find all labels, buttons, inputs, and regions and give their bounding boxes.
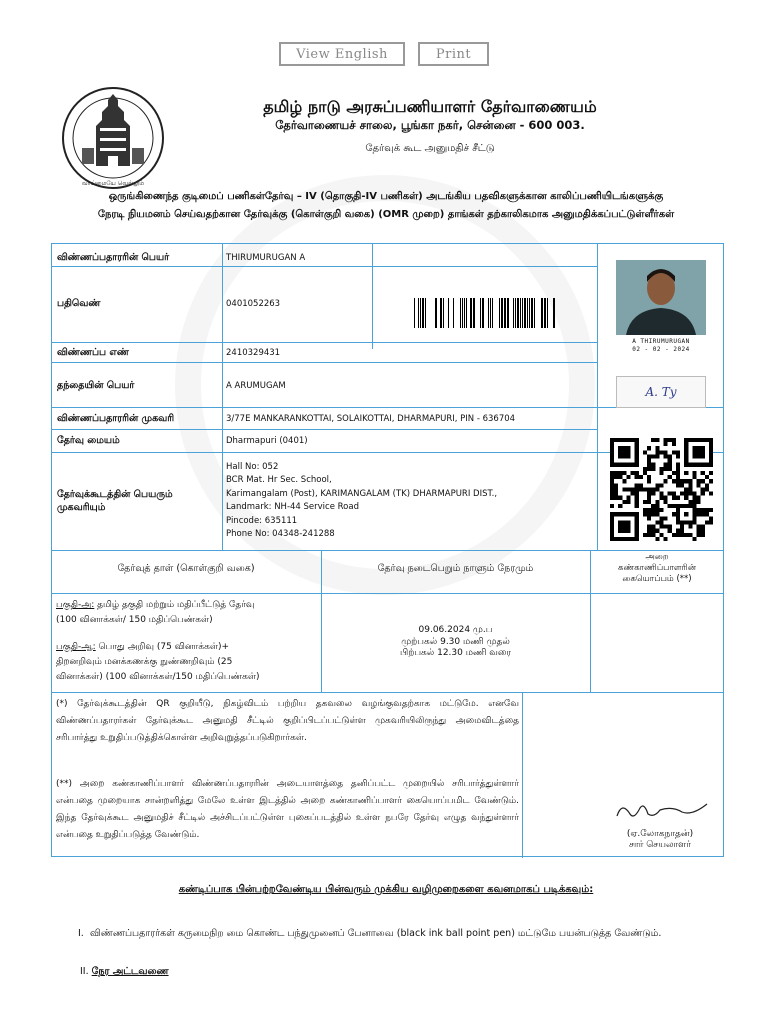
part-b-text: பகுதி-ஆ: பொது அறிவு (75 வினாக்கள்)+ திறனறிவும் மனக்கணக்கு நுண்ணறிவும் (25 வினாக்கள்) (100 வினாக்கள்/150 மதிப்பெண்கள்) bbox=[56, 642, 260, 682]
print-button[interactable]: Print bbox=[418, 42, 489, 66]
regno-value: 0401052263 bbox=[226, 299, 281, 309]
instruction-item-1: I. விண்ணப்பதாரர்கள் கருமைநிற மை கொண்ட பந்துமுனைப் பேனாவை (black ink ball point pen) மட்டுமே பயன்படுத்த வேண்டும். bbox=[78, 928, 662, 939]
top-buttons bbox=[0, 42, 768, 68]
exam-datetime: 09.06.2024 மு.ப முற்பகல் 9.30 மணி முதல் பிற்பகல் 12.30 மணி வரை bbox=[399, 625, 511, 658]
doc-title: தேர்வுக் கூட அனுமதிச் சீட்டு bbox=[365, 143, 495, 154]
view-english-button[interactable]: View English bbox=[279, 42, 405, 66]
col-datetime-header: தேர்வு நடைபெறும் நாளும் நேரமும் bbox=[377, 563, 534, 574]
col-paper-header: தேர்வுத் தாள் (கொள்குறி வகை) bbox=[117, 563, 255, 574]
center-value: Dharmapuri (0401) bbox=[226, 436, 308, 446]
address-label: விண்ணப்பதாரரின் முகவரி bbox=[57, 413, 175, 424]
col-invigilator-header: அறை கண்காணிப்பாளரின் கையொப்பம் (**) bbox=[618, 552, 696, 584]
intro-text bbox=[52, 188, 720, 224]
venue-label: தேர்வுக்கூடத்தின் பெயரும் முகவரியும் bbox=[57, 489, 173, 513]
instructions-heading: கண்டிப்பாக பின்பற்றவேண்டிய பின்வரும் முக்கிய வழிமுறைகளை கவனமாகப் படிக்கவும்: bbox=[178, 884, 594, 895]
appno-value: 2410329431 bbox=[226, 348, 281, 358]
photo-caption: A THIRUMURUGAN 02 - 02 - 2024 bbox=[632, 338, 690, 353]
qr-code-icon bbox=[609, 438, 714, 541]
tamilnadu-emblem-icon bbox=[56, 86, 170, 194]
venue-value: Hall No: 052 BCR Mat. Hr Sec. School, Karimangalam (Post), KARIMANGALAM (TK) DHARMAPURI DIST., Landmark: NH-44 Service Road Pincode: 635111 Phone No: 04348-241288 bbox=[226, 462, 498, 540]
part-a-text: பகுதி-அ: தமிழ் தகுதி மற்றும் மதிப்பீட்டுத் தேர்வு (100 வினாக்கள்/ 150 மதிப்பெண்கள்) bbox=[56, 600, 255, 625]
regno-label: பதிவெண் bbox=[57, 298, 101, 309]
name-label: விண்ணப்பதாரரின் பெயர் bbox=[57, 252, 170, 263]
note-invigilator: (**) அறை கண்காணிப்பாளர் விண்ணப்பதாரரின் அடையாளத்தை தனிப்பட்ட முறையில் சரிபார்த்துள்ளார் என்பதை முறையாக சான்றளித்து மேலே உள்ள இடத்தில் அறை கண்காணிப்பாளர் கையொப்பமிட வேண்டும். இந்த தேர்வுக்கூட அனுமதிச் சீட்டில் அச்சிடப்பட்டுள்ள புகைப்படத்தில் உள்ள நபரே தேர்வு எழுத வந்துள்ளார் என்பதை உறுதிப்படுத்த வேண்டும். bbox=[56, 779, 519, 840]
org-address: தேர்வாணையச் சாலை, பூங்கா நகர், சென்னை - 600 003. bbox=[275, 118, 585, 132]
org-name: தமிழ் நாடு அரசுப்பணியாளர் தேர்வாணையம் bbox=[263, 97, 597, 116]
officer-name: (ஏ.லோகநாதன்) சார் செயலாளர் bbox=[626, 829, 694, 850]
instruction-item-2: II. நேர அட்டவணை bbox=[80, 966, 169, 977]
center-label: தேர்வு மையம் bbox=[57, 435, 120, 446]
father-label: தந்தையின் பெயர் bbox=[57, 380, 135, 391]
candidate-photo bbox=[616, 260, 706, 335]
emblem-motto: வாய்மையே வெல்லும் bbox=[81, 180, 145, 187]
father-value: A ARUMUGAM bbox=[226, 381, 286, 391]
intro-line-1: ஒருங்கிணைந்த குடிமைப் பணிகள்தேர்வு – IV (தொகுதி-IV பணிகள்) அடங்கிய பதவிகளுக்கான காலிப்பணியிடங்களுக்கு bbox=[108, 191, 664, 202]
appno-label: விண்ணப்ப எண் bbox=[57, 347, 129, 358]
note-qr: (*) தேர்வுக்கூடத்தின் QR குறியீடு, நிகழ்விடம் பற்றிய தகவலை வழங்குவதற்காக மட்டுமே. எனவே விண்ணப்பதாரர்கள் தேர்வுக்கூட அனுமதி சீட்டில் குறிப்பிடப்பட்டுள்ள முகவரியிலிருந்து அமைவிடத்தை சரிபார்த்து உறுதிப்படுத்திக்கொள்ள அறிவுறுத்தப்படுகிறார்கள். bbox=[56, 699, 519, 743]
intro-line-2: நேரடி நியமனம் செய்வதற்கான தேர்வுக்கு (கொள்குறி வகை) (OMR முறை) தாங்கள் தற்காலிகமாக அனுமதிக்கப்பட்டுள்ளீர்கள் bbox=[97, 209, 675, 220]
admit-card-table bbox=[51, 243, 724, 857]
officer-signature-icon bbox=[612, 796, 712, 826]
name-value: THIRUMURUGAN A bbox=[226, 253, 306, 263]
address-value: 3/77E MANKARANKOTTAI, SOLAIKOTTAI, DHARMAPURI, PIN - 636704 bbox=[226, 414, 516, 424]
candidate-signature: A. Ty bbox=[616, 376, 706, 408]
barcode-icon bbox=[414, 298, 559, 328]
